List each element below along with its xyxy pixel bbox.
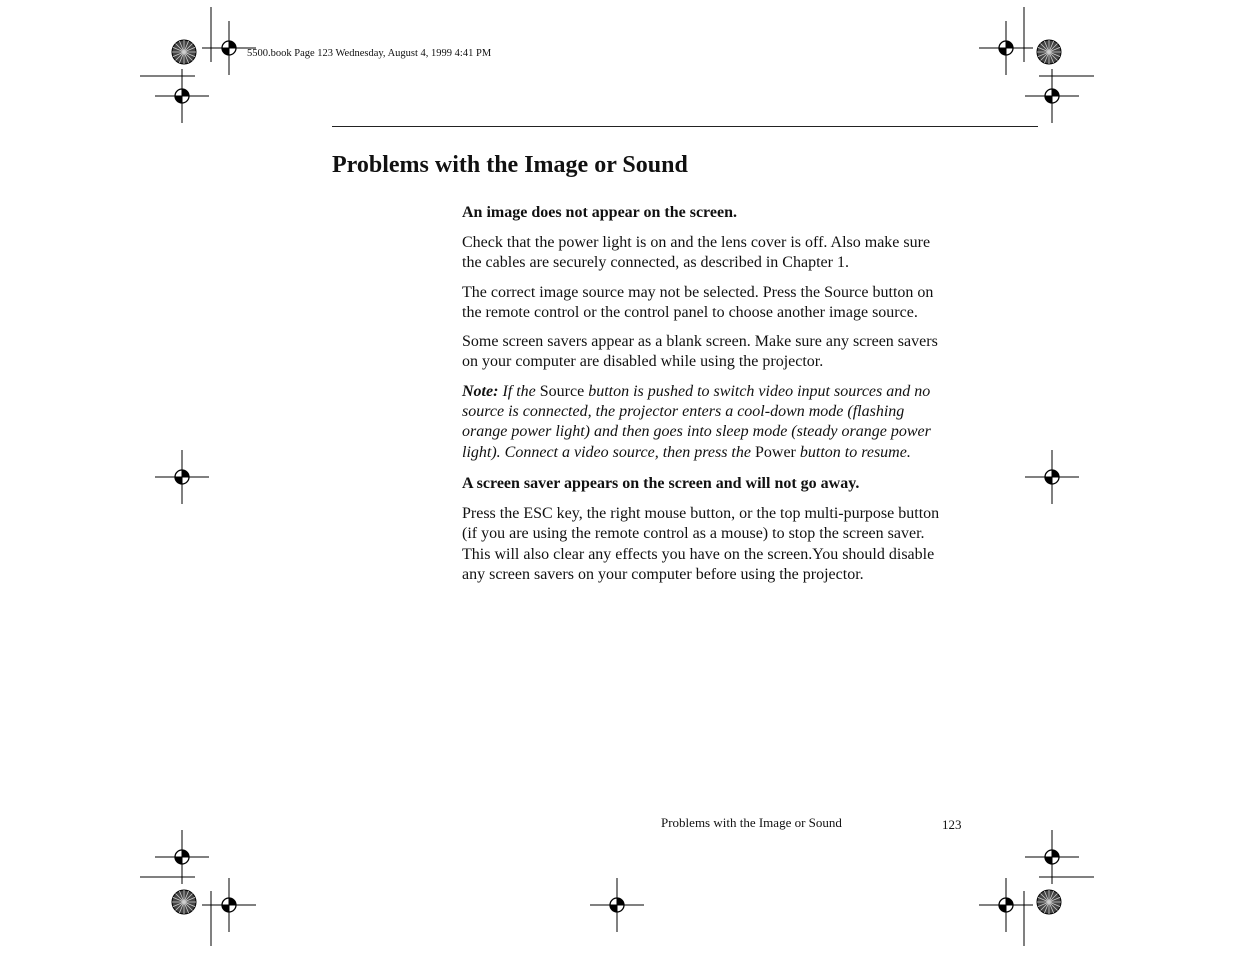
registration-mark-icon [1025, 450, 1079, 504]
note-text: button is pushed to switch video input sources and no source is connected, the projector enters a cool-down mode (flashing orange power light) and then goes into sleep mode (steady orange power light). Connect a video source, then press the [462, 382, 931, 461]
power-key-label: Power [754, 443, 796, 461]
star-target-icon [172, 40, 196, 64]
registration-mark-icon [155, 450, 209, 504]
note-text: If the [498, 382, 540, 400]
body-paragraph: Press the ESC key, the right mouse button, or the top multi-purpose button (if you are using the remote control as a mouse) to stop the screen saver. This will also clear any effects you have on the screen.You should disable any screen savers on your computer before using the projector. [462, 504, 940, 583]
body-paragraph: The correct image source may not be selected. Press the Source button on the remote control or the control panel to choose another image source. [462, 283, 934, 321]
page-title: Problems with the Image or Sound [332, 152, 688, 178]
registration-mark-icon [1025, 69, 1079, 123]
registration-mark-icon [979, 878, 1033, 932]
section-heading: An image does not appear on the screen. [462, 204, 737, 221]
note-text: button to resume. [795, 443, 911, 461]
print-slug: 5500.book Page 123 Wednesday, August 4, 1999 4:41 PM [247, 48, 492, 59]
body-paragraph: Some screen savers appear as a blank screen. Make sure any screen savers on your computer are disabled while using the projector. [462, 333, 938, 371]
registration-mark-icon [979, 21, 1033, 75]
star-target-icon [172, 890, 196, 914]
registration-mark-icon [202, 878, 256, 932]
section-heading: A screen saver appears on the screen and will not go away. [462, 474, 860, 492]
source-key-label: Source [539, 382, 585, 400]
body-paragraph: Check that the power light is on and the lens cover is off. Also make sure the cables are securely connected, as described in Chapter 1. [462, 234, 931, 272]
body-column [462, 203, 942, 594]
registration-mark-icon [1025, 830, 1079, 884]
registration-mark-icon [590, 878, 644, 932]
registration-mark-icon [155, 830, 209, 884]
footer-title: Problems with the Image or Sound [661, 815, 842, 830]
star-target-icon [1037, 890, 1061, 914]
star-target-icon [1037, 40, 1061, 64]
header-rule [332, 126, 1038, 127]
note-label: Note: [462, 382, 499, 400]
note-paragraph [462, 382, 942, 463]
registration-mark-icon [155, 69, 209, 123]
page-number: 123 [942, 817, 962, 832]
